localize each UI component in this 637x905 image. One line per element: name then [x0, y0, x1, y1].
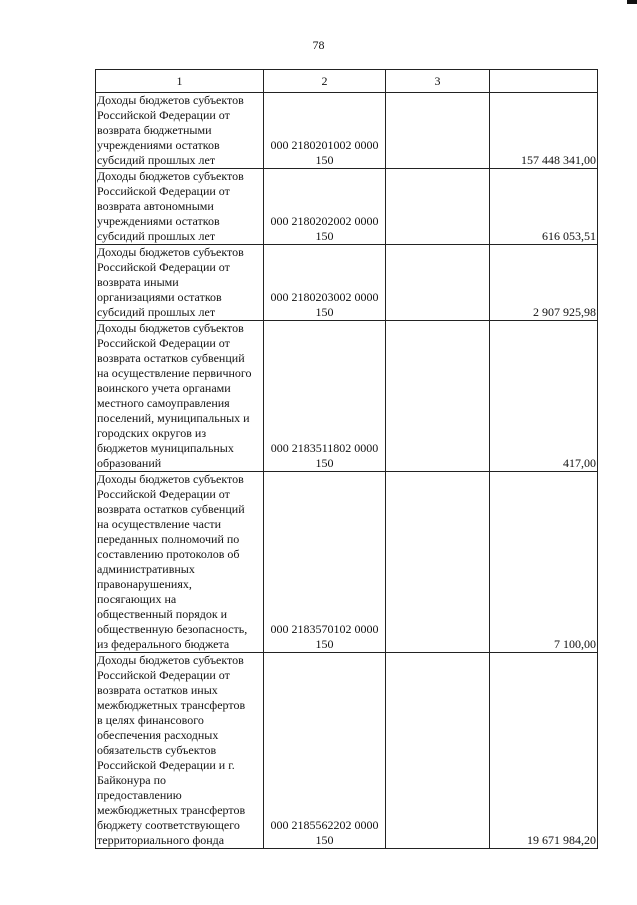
row-amount: 157 448 341,00	[490, 93, 598, 169]
row-col3	[386, 93, 490, 169]
row-code: 000 2185562202 0000 150	[264, 653, 386, 849]
header-col-2: 2	[264, 70, 386, 93]
row-amount: 417,00	[490, 321, 598, 472]
row-description: Доходы бюджетов субъектов Российской Федерации от возврата остатков субвенций на осуществление первичного воинского учета органами местного самоуправления поселений, муниципальных и городских округов из бюджетов муниципальных образований	[96, 321, 264, 472]
row-description: Доходы бюджетов субъектов Российской Федерации от возврата иными организациями остатков субсидий прошлых лет	[96, 245, 264, 321]
table-row	[96, 472, 598, 653]
page-number: 78	[312, 38, 325, 52]
row-code: 000 2180203002 0000 150	[264, 245, 386, 321]
row-col3	[386, 653, 490, 849]
table-row	[96, 653, 598, 849]
scan-corner-mark	[627, 0, 637, 4]
table-header-row	[96, 70, 598, 93]
row-description: Доходы бюджетов субъектов Российской Федерации от возврата остатков субвенций на осуществление части переданных полномочий по составлению протоколов об административных правонарушениях, посягающих на общественный порядок и общественную безопасность, из федерального бюджета	[96, 472, 264, 653]
header-col-4	[490, 70, 598, 93]
row-amount: 616 053,51	[490, 169, 598, 245]
row-code: 000 2183570102 0000 150	[264, 472, 386, 653]
table-row	[96, 93, 598, 169]
header-col-1: 1	[96, 70, 264, 93]
table-row	[96, 169, 598, 245]
row-description: Доходы бюджетов субъектов Российской Федерации от возврата остатков иных межбюджетных трансфертов в целях финансового обеспечения расходных обязательств субъектов Российской Федерации и г. Байконура по предоставлению межбюджетных трансфертов бюджету соответствующего территориального фонда	[96, 653, 264, 849]
row-col3	[386, 472, 490, 653]
row-amount: 19 671 984,20	[490, 653, 598, 849]
row-col3	[386, 245, 490, 321]
row-code: 000 2180202002 0000 150	[264, 169, 386, 245]
header-col-3: 3	[386, 70, 490, 93]
row-col3	[386, 169, 490, 245]
row-code: 000 2180201002 0000 150	[264, 93, 386, 169]
table-row	[96, 245, 598, 321]
row-amount: 2 907 925,98	[490, 245, 598, 321]
revenue-table	[95, 69, 598, 849]
row-amount: 7 100,00	[490, 472, 598, 653]
table-row	[96, 321, 598, 472]
row-col3	[386, 321, 490, 472]
row-description: Доходы бюджетов субъектов Российской Федерации от возврата автономными учреждениями остатков субсидий прошлых лет	[96, 169, 264, 245]
row-code: 000 2183511802 0000 150	[264, 321, 386, 472]
row-description: Доходы бюджетов субъектов Российской Федерации от возврата бюджетными учреждениями остатков субсидий прошлых лет	[96, 93, 264, 169]
